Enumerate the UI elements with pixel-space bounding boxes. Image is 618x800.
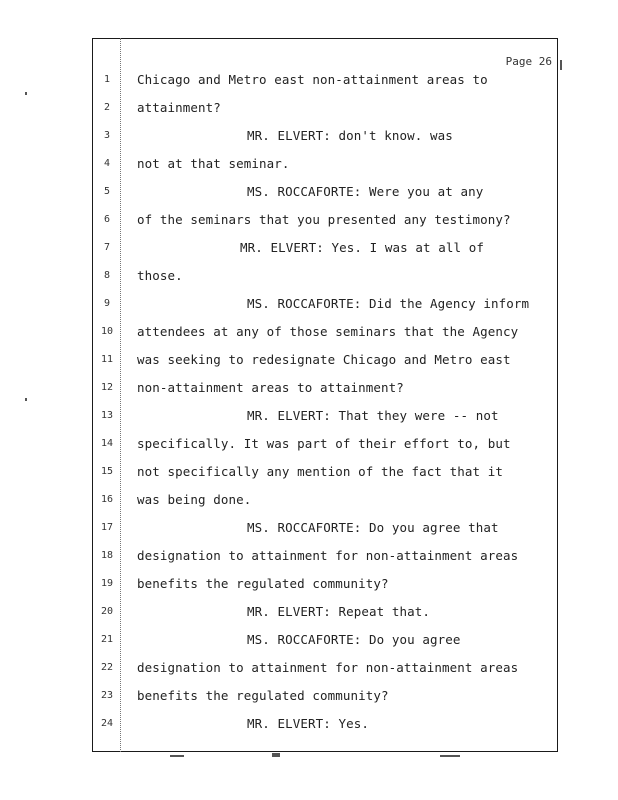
line-number: 23 <box>100 690 114 701</box>
transcript-line <box>92 660 552 680</box>
line-text: designation to attainment for non-attainment areas <box>137 660 519 675</box>
line-number: 20 <box>100 606 114 617</box>
line-text: MR. ELVERT: Repeat that. <box>247 604 431 619</box>
line-text: attainment? <box>137 100 221 115</box>
transcript-line <box>92 464 552 484</box>
line-text: not specifically any mention of the fact that it <box>137 464 504 479</box>
transcript-line <box>92 408 552 428</box>
scan-artifact <box>170 755 184 757</box>
line-number: 10 <box>100 326 114 337</box>
line-text: MS. ROCCAFORTE: Do you agree <box>247 632 461 647</box>
line-text: MS. ROCCAFORTE: Were you at any <box>247 184 484 199</box>
scan-artifact <box>25 92 27 95</box>
line-number: 24 <box>100 718 114 729</box>
transcript-line <box>92 436 552 456</box>
line-number: 12 <box>100 382 114 393</box>
line-text: attendees at any of those seminars that the Agency <box>137 324 519 339</box>
transcript-line <box>92 604 552 624</box>
transcript-line <box>92 380 552 400</box>
transcript-line <box>92 492 552 512</box>
line-text: non-attainment areas to attainment? <box>137 380 404 395</box>
transcript-line <box>92 548 552 568</box>
line-text: MS. ROCCAFORTE: Did the Agency inform <box>247 296 530 311</box>
line-number: 14 <box>100 438 114 449</box>
transcript-line <box>92 324 552 344</box>
line-text: MR. ELVERT: Yes. I was at all of <box>240 240 485 255</box>
line-number: 19 <box>100 578 114 589</box>
page-number: Page 26 <box>505 55 552 68</box>
scan-artifact <box>272 753 280 757</box>
line-text: Chicago and Metro east non-attainment areas to <box>137 72 488 87</box>
scan-artifact <box>560 60 562 70</box>
line-number: 4 <box>103 158 111 169</box>
line-text: MR. ELVERT: don't know. was <box>247 128 453 143</box>
transcript-line <box>92 212 552 232</box>
line-number: 17 <box>100 522 114 533</box>
line-text: benefits the regulated community? <box>137 688 389 703</box>
line-number: 2 <box>103 102 111 113</box>
line-text: designation to attainment for non-attainment areas <box>137 548 519 563</box>
line-number: 15 <box>100 466 114 477</box>
transcript-line <box>92 576 552 596</box>
line-number: 8 <box>103 270 111 281</box>
line-number: 22 <box>100 662 114 673</box>
line-text: benefits the regulated community? <box>137 576 389 591</box>
transcript-line <box>92 100 552 120</box>
line-number: 6 <box>103 214 111 225</box>
transcript-line <box>92 352 552 372</box>
line-text: MS. ROCCAFORTE: Do you agree that <box>247 520 499 535</box>
line-number: 16 <box>100 494 114 505</box>
transcript-line <box>92 520 552 540</box>
transcript-line <box>92 156 552 176</box>
transcript-line <box>92 184 552 204</box>
line-number: 7 <box>103 242 111 253</box>
line-number: 13 <box>100 410 114 421</box>
line-number: 5 <box>103 186 111 197</box>
line-number: 18 <box>100 550 114 561</box>
line-number: 11 <box>100 354 114 365</box>
transcript-line <box>92 128 552 148</box>
line-text: not at that seminar. <box>137 156 290 171</box>
scan-artifact <box>25 398 27 401</box>
transcript-line <box>92 268 552 288</box>
transcript-line <box>92 632 552 652</box>
line-text: MR. ELVERT: That they were -- not <box>247 408 499 423</box>
transcript-line <box>92 716 552 736</box>
line-text: was being done. <box>137 492 252 507</box>
line-text: specifically. It was part of their effort to, but <box>137 436 511 451</box>
line-text: MR. ELVERT: Yes. <box>247 716 370 731</box>
line-text: of the seminars that you presented any testimony? <box>137 212 511 227</box>
transcript-line <box>92 72 552 92</box>
line-number: 1 <box>103 74 111 85</box>
scan-artifact <box>440 755 460 757</box>
line-number: 9 <box>103 298 111 309</box>
line-text: those. <box>137 268 183 283</box>
transcript-line <box>92 688 552 708</box>
line-number: 3 <box>103 130 111 141</box>
transcript-line <box>92 240 552 260</box>
transcript-line <box>92 296 552 316</box>
line-text: was seeking to redesignate Chicago and Metro east <box>137 352 511 367</box>
line-number: 21 <box>100 634 114 645</box>
